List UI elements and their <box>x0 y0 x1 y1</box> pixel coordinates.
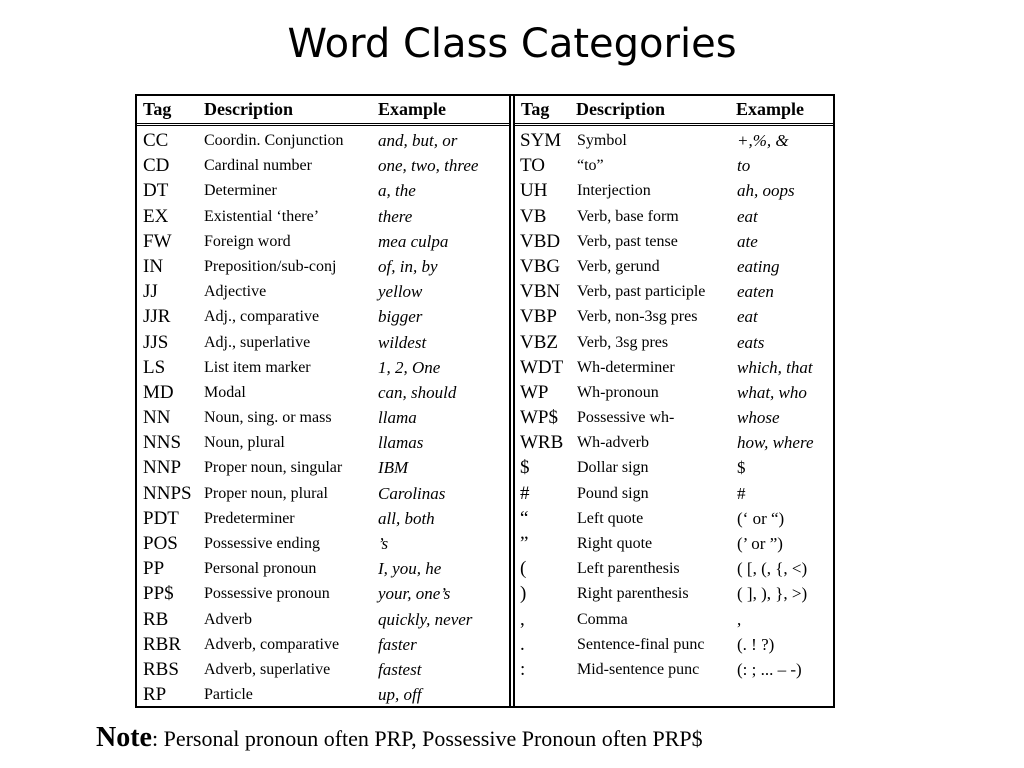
tag-cell: VBP <box>520 306 557 328</box>
table-row <box>137 455 509 480</box>
table-row <box>137 607 509 632</box>
tag-cell: SYM <box>520 130 562 151</box>
tag-cell: CD <box>143 155 170 177</box>
example-cell: (‘ or “) <box>737 508 785 528</box>
note-text: : Personal pronoun often PRP, Possessive Pronoun often PRP$ <box>151 726 703 751</box>
description-cell: Foreign word <box>204 232 291 250</box>
description-cell: Adverb <box>204 610 252 628</box>
table-row <box>137 178 509 203</box>
example-cell: bigger <box>378 307 423 327</box>
table-row <box>137 657 509 682</box>
description-cell: Verb, past participle <box>577 283 706 301</box>
header-rule <box>515 125 833 126</box>
tag-cell: WRB <box>520 432 564 454</box>
example-cell: your, one’s <box>378 584 451 604</box>
example-cell: eat <box>737 206 758 226</box>
table-right-half <box>515 96 833 706</box>
table-row <box>137 581 509 606</box>
table-row <box>515 330 833 355</box>
example-cell: ah, oops <box>737 181 795 201</box>
example-cell: (: ; ... – -) <box>737 659 802 679</box>
table-row <box>515 178 833 203</box>
example-cell: to <box>737 156 751 176</box>
table-row <box>515 481 833 506</box>
description-cell: Personal pronoun <box>204 560 317 578</box>
footnote <box>96 722 703 754</box>
tag-cell: ( <box>520 558 527 580</box>
example-cell: can, should <box>378 382 457 402</box>
tag-cell: VBN <box>520 281 561 303</box>
header-description: Description <box>204 99 293 119</box>
description-cell: Noun, plural <box>204 434 285 452</box>
tag-cell: JJ <box>143 281 158 303</box>
example-cell: ( ], ), }, >) <box>737 584 808 604</box>
tag-cell: EX <box>143 205 169 227</box>
tag-cell: VBD <box>520 230 561 252</box>
description-cell: Verb, base form <box>577 207 679 225</box>
table-row <box>137 682 509 707</box>
example-cell: a, the <box>378 181 416 201</box>
description-cell: Verb, non-3sg pres <box>577 308 698 326</box>
table-row <box>515 455 833 480</box>
example-cell: eaten <box>737 282 774 302</box>
example-cell: (. ! ?) <box>737 634 775 654</box>
tag-cell: NNPS <box>143 482 192 504</box>
description-cell: List item marker <box>204 358 311 376</box>
description-cell: Left quote <box>577 509 644 527</box>
table-row <box>515 405 833 430</box>
table-row <box>137 556 509 581</box>
description-cell: Existential ‘there’ <box>204 207 320 225</box>
example-cell: IBM <box>378 458 409 478</box>
tag-cell: # <box>520 482 530 504</box>
header-tag: Tag <box>143 99 172 119</box>
example-cell: ate <box>737 231 758 251</box>
tag-cell: VBG <box>520 255 561 277</box>
tag-cell: , <box>520 608 525 630</box>
tag-cell: NNS <box>143 432 182 454</box>
tag-cell: RP <box>143 684 167 706</box>
description-cell: Left parenthesis <box>577 560 680 578</box>
table-row <box>515 657 833 682</box>
table-row <box>137 279 509 304</box>
example-cell: there <box>378 206 413 226</box>
header-description: Description <box>576 99 665 119</box>
description-cell: Dollar sign <box>577 459 649 477</box>
description-cell: Determiner <box>204 182 277 200</box>
description-cell: Wh-determiner <box>577 358 675 376</box>
table-row <box>515 153 833 178</box>
table-row <box>137 330 509 355</box>
tag-cell: WDT <box>520 356 564 378</box>
description-cell: Adj., comparative <box>204 308 320 326</box>
tag-cell: RB <box>143 608 169 630</box>
description-cell: “to” <box>577 157 604 175</box>
table-row <box>515 430 833 455</box>
table-row <box>515 279 833 304</box>
description-cell: Adverb, comparative <box>204 635 340 653</box>
example-cell: all, both <box>378 508 435 528</box>
description-cell: Predeterminer <box>204 509 295 527</box>
tag-cell: DT <box>143 180 169 202</box>
table-header <box>515 96 833 124</box>
example-cell: I, you, he <box>378 559 442 579</box>
tag-cell: ) <box>520 583 527 605</box>
example-cell: 1, 2, One <box>378 357 441 377</box>
tag-cell: ” <box>520 533 529 554</box>
tag-cell: VB <box>520 205 547 227</box>
table-header <box>137 96 509 124</box>
description-cell: Right parenthesis <box>577 585 689 603</box>
description-cell: Pound sign <box>577 484 649 502</box>
tag-cell: : <box>520 658 526 680</box>
description-cell: Adjective <box>204 283 267 301</box>
table-row <box>137 355 509 380</box>
tag-cell: IN <box>143 255 164 277</box>
example-cell: eating <box>737 256 780 276</box>
example-cell: +,%, & <box>737 131 789 150</box>
slide-title: Word Class Categories <box>287 21 737 67</box>
description-cell: Possessive wh- <box>577 409 675 427</box>
description-cell: Mid-sentence punc <box>577 660 700 678</box>
tag-cell: NNP <box>143 457 182 479</box>
tag-cell: JJR <box>143 306 171 328</box>
example-cell: Carolinas <box>378 483 446 503</box>
header-example: Example <box>378 99 447 119</box>
example-cell: $ <box>737 458 746 478</box>
table-divider <box>509 96 511 706</box>
table-row <box>515 607 833 632</box>
example-cell: , <box>737 609 742 629</box>
note-label: Note <box>96 722 152 753</box>
tag-cell: CC <box>143 130 169 151</box>
example-cell: yellow <box>378 282 423 302</box>
tag-cell: UH <box>520 180 548 202</box>
description-cell: Verb, 3sg pres <box>577 333 669 351</box>
example-cell: llamas <box>378 433 424 453</box>
example-cell: faster <box>378 634 417 654</box>
description-cell: Particle <box>204 686 253 704</box>
example-cell: fastest <box>378 659 422 679</box>
table-row <box>515 304 833 329</box>
table-row <box>515 204 833 229</box>
table-row <box>137 430 509 455</box>
description-cell: Possessive ending <box>204 535 320 552</box>
table-left-half <box>137 96 509 706</box>
tag-cell: LS <box>143 356 166 378</box>
example-cell: ( [, (, {, <) <box>737 559 808 579</box>
table-row <box>515 531 833 556</box>
table-row <box>137 506 509 531</box>
description-cell: Possessive pronoun <box>204 585 330 603</box>
tag-cell: RBR <box>143 633 182 655</box>
description-cell: Proper noun, singular <box>204 459 343 477</box>
table-row <box>137 128 509 153</box>
description-cell: Modal <box>204 383 246 401</box>
table-row <box>137 632 509 657</box>
description-cell: Cardinal number <box>204 157 312 175</box>
table-row <box>137 531 509 556</box>
description-cell: Comma <box>577 610 628 628</box>
tag-cell: . <box>520 633 525 655</box>
example-cell: up, off <box>378 685 422 705</box>
example-cell: eat <box>737 307 758 327</box>
table-row <box>515 128 833 153</box>
description-cell: Right quote <box>577 535 653 552</box>
header-example: Example <box>736 99 805 119</box>
description-cell: Adj., superlative <box>204 333 311 351</box>
tag-cell: RBS <box>143 658 179 680</box>
description-cell: Symbol <box>577 132 627 149</box>
table-rows-right <box>515 128 833 682</box>
description-cell: Proper noun, plural <box>204 484 328 502</box>
tag-cell: TO <box>520 155 545 177</box>
table-row <box>137 153 509 178</box>
description-cell: Preposition/sub-conj <box>204 257 337 275</box>
tag-cell: JJS <box>143 331 169 353</box>
example-cell: which, that <box>737 357 813 377</box>
header-tag: Tag <box>521 99 550 119</box>
header-rule <box>137 125 509 126</box>
table-row <box>515 254 833 279</box>
description-cell: Verb, past tense <box>577 232 678 250</box>
tag-cell: WP$ <box>520 407 558 429</box>
example-cell: and, but, or <box>378 131 458 150</box>
example-cell: # <box>737 483 746 503</box>
table-row <box>137 304 509 329</box>
table-row <box>515 355 833 380</box>
tag-cell: PP$ <box>143 583 174 605</box>
word-class-table <box>135 94 835 708</box>
table-row <box>137 229 509 254</box>
tag-cell: VBZ <box>520 331 558 353</box>
example-cell: quickly, never <box>378 609 473 629</box>
tag-cell: FW <box>143 230 172 252</box>
tag-cell: MD <box>143 381 174 403</box>
table-row <box>137 204 509 229</box>
description-cell: Wh-pronoun <box>577 383 659 401</box>
example-cell: ’s <box>378 534 389 553</box>
description-cell: Interjection <box>577 182 651 200</box>
example-cell: llama <box>378 408 417 428</box>
table-row <box>137 254 509 279</box>
description-cell: Coordin. Conjunction <box>204 132 344 149</box>
example-cell: eats <box>737 332 765 352</box>
description-cell: Sentence-final punc <box>577 635 705 653</box>
table-row <box>515 229 833 254</box>
description-cell: Adverb, superlative <box>204 660 331 678</box>
tag-cell: PP <box>143 558 165 580</box>
table-row <box>515 556 833 581</box>
example-cell: one, two, three <box>378 156 479 176</box>
example-cell: how, where <box>737 433 814 453</box>
tag-cell: “ <box>520 507 529 529</box>
table-row <box>515 632 833 657</box>
example-cell: what, who <box>737 382 807 402</box>
table-row <box>515 581 833 606</box>
example-cell: wildest <box>378 332 427 352</box>
description-cell: Verb, gerund <box>577 257 660 275</box>
tag-cell: $ <box>520 457 530 479</box>
table-row <box>137 380 509 405</box>
tag-cell: WP <box>520 381 549 403</box>
description-cell: Wh-adverb <box>577 434 649 452</box>
example-cell: (’ or ”) <box>737 534 783 553</box>
example-cell: mea culpa <box>378 231 449 251</box>
example-cell: of, in, by <box>378 256 438 276</box>
table-rows-left <box>137 128 509 707</box>
table-row <box>137 481 509 506</box>
tag-cell: POS <box>143 533 178 554</box>
tag-cell: NN <box>143 407 171 429</box>
table-row <box>515 380 833 405</box>
tag-cell: PDT <box>143 507 179 529</box>
table-row <box>515 506 833 531</box>
example-cell: whose <box>737 408 780 428</box>
description-cell: Noun, sing. or mass <box>204 409 332 427</box>
table-row <box>137 405 509 430</box>
